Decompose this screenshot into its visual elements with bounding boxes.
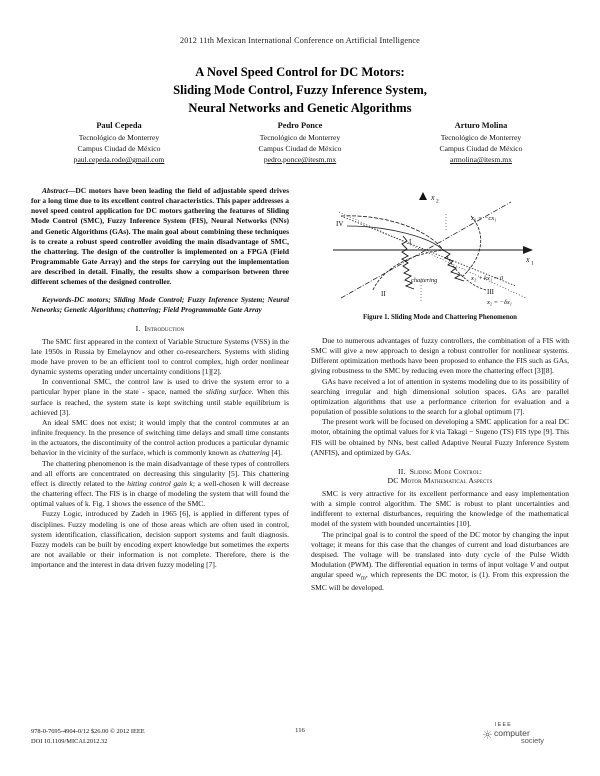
section-heading-sliding-mode-control (311, 467, 569, 485)
left-p4-part-a: The chattering phenomenon is the main disadvantage of these types of controllers and all efforts are concentrated on decreasing this singularity [5]. This chattering effect is directly related to the (31, 458, 289, 488)
section-title: Sliding Mode Control: (409, 466, 482, 476)
keywords-paragraph (31, 295, 289, 315)
section-subtitle: DC Motor Mathematical Aspects (387, 475, 493, 485)
author-affiliation-line-2: Campus Ciudad de México (258, 143, 342, 153)
title-line-2: Sliding Mode Control, Fuzzy Inference System, (173, 82, 427, 97)
region-label-III: III (487, 288, 494, 296)
section-title: Introduction (144, 323, 185, 333)
right-p3-part-a: The present work will be focused on developing a SMC application for a real DC motor, obtaining the optimal values for (311, 417, 569, 437)
right-paragraph-2: GAs have received a lot of attention in systems modeling due to its possibility of searching irregular and high dimensional solution spaces. GAs are parallel optimization algorithms that use a performance criterion for evaluation and a population of possible solutions to the search for a global optimum [7]. (311, 376, 569, 417)
region-label-I: I (409, 238, 412, 246)
term-sliding-surface: sliding surface (205, 387, 252, 397)
author-name: Paul Cepeda (96, 121, 142, 130)
isbn-line: 978-0-7695-4904-0/12 $26.00 © 2012 IEEE (31, 728, 145, 735)
x-axis-label: x (526, 255, 530, 264)
logo-society-text: society (521, 736, 545, 745)
author-entry (394, 120, 568, 166)
figure-1 (311, 186, 569, 334)
left-paragraph-5: Fuzzy Logic, introduced by Zadeh in 1965 [6], is applied in different types of disciplines. Fuzzy modeling is one of those areas which are often used in control, system identification, classification, decision support systems and fault diagnosis. Fuzzy models can be built by encoding expert knowledge but sometimes the experts are not available or their information is not complete. Therefore, there is the importance and the interest in data driven fuzzy modeling [7]. (31, 509, 289, 570)
chattering-annotation: chattering (411, 277, 438, 284)
left-column (31, 186, 289, 716)
left-paragraph-4 (31, 459, 289, 510)
equation-label-upper: x₂ = −cx₁ (471, 215, 497, 222)
left-paragraph-3 (31, 418, 289, 459)
variable-w-subscript: m (360, 574, 366, 582)
ieee-computer-society-logo (483, 723, 569, 747)
conference-header: 2012 11th Mexican International Conference on Artificial Intelligence (180, 36, 420, 45)
sliding-mode-phase-plot (311, 186, 569, 314)
page-footer (31, 722, 569, 757)
author-affiliation-line-1: Tecnológico de Monterrey (259, 132, 341, 142)
author-email[interactable]: pedro.ponce@itesm.mx (263, 154, 337, 164)
left-p2-part-a: In conventional SMC, the control law is used to drive the system error to a particular hyper plane in the state - space, named the (31, 377, 289, 397)
abstract-paragraph (31, 186, 289, 288)
abstract-label: Abstract (42, 186, 68, 195)
keywords-label: Keywords- (42, 294, 75, 304)
author-entry (213, 120, 387, 166)
trajectory-arc-upper (341, 216, 443, 250)
figure-caption: Figure 1. Sliding Mode and Chattering Phenomenon (363, 314, 517, 321)
author-block (32, 120, 568, 166)
author-entry (32, 120, 206, 166)
left-paragraph-2 (31, 377, 289, 418)
title-line-1: A Novel Speed Control for DC Motors: (195, 65, 405, 79)
right-p3-part-b: via Takagi − Sugeno (TS) FIS type [9]. This FIS will be obtained by NNs, best called Adaptive Neural Fuzzy Inference System (ANFIS), and optimized by GAs. (311, 427, 569, 457)
author-email[interactable]: armolina@itesm.mx (449, 154, 513, 164)
left-paragraph-1: The SMC first appeared in the context of Variable Structure Systems (VSS) in the late 1950s in Russia by Emelaynov and other co-researchers. Systems with sliding mode have proven to be an efficient tool to control complex, high order nonlinear dynamic systems operating under uncertainty conditions [1][2]. (31, 336, 289, 377)
trajectory-arc-right (461, 216, 481, 278)
equation-label-lower-2: x₂ = −δx₁ (487, 299, 512, 306)
right-paragraph-3 (311, 417, 569, 458)
section-number: II. (398, 466, 406, 476)
left-p4-part-b: ; a well-chosen k will decrease the chattering effect. The FIS is in charge of modeling the system that will found the optimal values of k. Fig. 1 shows the essence of the SMC. (31, 478, 289, 509)
variable-V: V (529, 559, 535, 569)
x-axis-arrowhead (523, 246, 533, 254)
body-columns (31, 186, 569, 716)
author-affiliation-line-1: Tecnológico de Monterrey (440, 132, 522, 142)
author-name: Pedro Ponce (277, 121, 323, 130)
variable-w: w (355, 570, 361, 580)
region-label-IV: IV (336, 220, 344, 228)
abstract-text: DC motors have been leading the field of adjustable speed drives for a long time due to its excellent control characteristics. This paper addresses a novel speed control application for DC motors gathering the features of Sliding Mode Control (SMC), Fuzzy Inference System (FIS), Neural Networks (NNs) and Genetic Algorithms (GAs). The main goal about combining these techniques is to create a robust speed controller avoiding the main disadvantage of SMC, the chattering. The design of the controller is implemented on a FPGA (Field Programmable Gate Array) and the steps for carrying out the implementation are described in detail. Finally, the results show a comparison between three different schemes of the designed controller. (31, 186, 289, 287)
abstract-dash: — (67, 186, 76, 195)
title-line-3: Neural Networks and Genetic Algorithms (188, 100, 412, 115)
left-p3-part-a: An ideal SMC does not exist; it would imply that the control commutes at an infinite frequency. In the presence of switching time delays and small time constants in the actuators, the discontinuity of the control action produces a particular dynamic behavior in the vicinity of the surface, which is commonly known as (31, 417, 289, 458)
page-title (70, 64, 530, 118)
x-axis-label-subscript: 1 (531, 260, 534, 267)
chattering-zigzag-right (443, 250, 464, 281)
right-p5-part-c: , which represents the DC motor, is (1). From this expression the SMC will be developed. (311, 570, 569, 593)
right-paragraph-4: SMC is very attractive for its excellent performance and easy implementation with a simple control algorithm. The SMC is robust to plant uncertainties and indifferent to external disturbances, requiring the knowledge of the mathematical model of the system with bounded uncertainties [10]. (311, 488, 569, 529)
doi-line: DOI 10.1109/MICAI.2012.32 (31, 737, 108, 745)
right-p5-part-a: The principal goal is to control the speed of the DC motor by changing the input voltage; it means for this case that the changes of current and load disturbances are despised. The voltage will be translated into duty cycle of the Pulse Width Modulation (PWM). The differential equation in terms of input voltage (311, 529, 569, 569)
section-heading-introduction (31, 324, 289, 333)
section-number: I. (135, 323, 141, 333)
author-name: Arturo Molina (454, 121, 508, 130)
author-email[interactable]: paul.cepeda.rode@gmail.com (73, 154, 165, 164)
term-hitting-control-gain: hitting control gain k (127, 478, 193, 488)
left-p2-part-b: . When this surface is reached, the system state is kept switching until stable equilibrium is achieved [3]. (31, 387, 289, 417)
region-label-II: II (381, 290, 386, 298)
page-number: 116 (295, 727, 305, 734)
y-axis-label: x (431, 193, 435, 202)
author-affiliation-line-2: Campus Ciudad de México (439, 143, 523, 153)
tertiary-switching-line (339, 212, 526, 298)
right-paragraph-1: Due to numerous advantages of fuzzy controllers, the combination of a FIS with SMC will give a new approach to design a robust controller for nonlinear systems. Different optimization methods have been proposed to enhance the FIS such as GAs, giving robustness to the SMC by reducing even more the chattering effect [3][8]. (311, 336, 569, 376)
right-column (311, 186, 569, 716)
variable-k: k (430, 427, 434, 437)
right-p5-part-b: and output angular speed (311, 559, 570, 580)
keywords-text: DC motors; Sliding Mode Control; Fuzzy Inference System; Neural Networks; Genetic Algorithms; chattering; Field Programmable Gate Array (31, 294, 289, 314)
term-chattering: chattering (238, 448, 270, 458)
y-axis-arrowhead (419, 192, 427, 200)
ieee-sunburst-icon (483, 730, 492, 739)
equation-label-lower: x₂ + kx₁ = 0 (471, 275, 504, 282)
logo-computer-text: computer (494, 728, 530, 738)
left-p3-part-b: [4]. (269, 448, 282, 458)
logo-ieee-text: IEEE (495, 722, 513, 728)
right-paragraph-5 (311, 530, 569, 594)
y-axis-label-subscript: 2 (436, 198, 439, 205)
author-affiliation-line-1: Tecnológico de Monterrey (78, 132, 160, 142)
author-affiliation-line-2: Campus Ciudad de México (77, 143, 161, 153)
